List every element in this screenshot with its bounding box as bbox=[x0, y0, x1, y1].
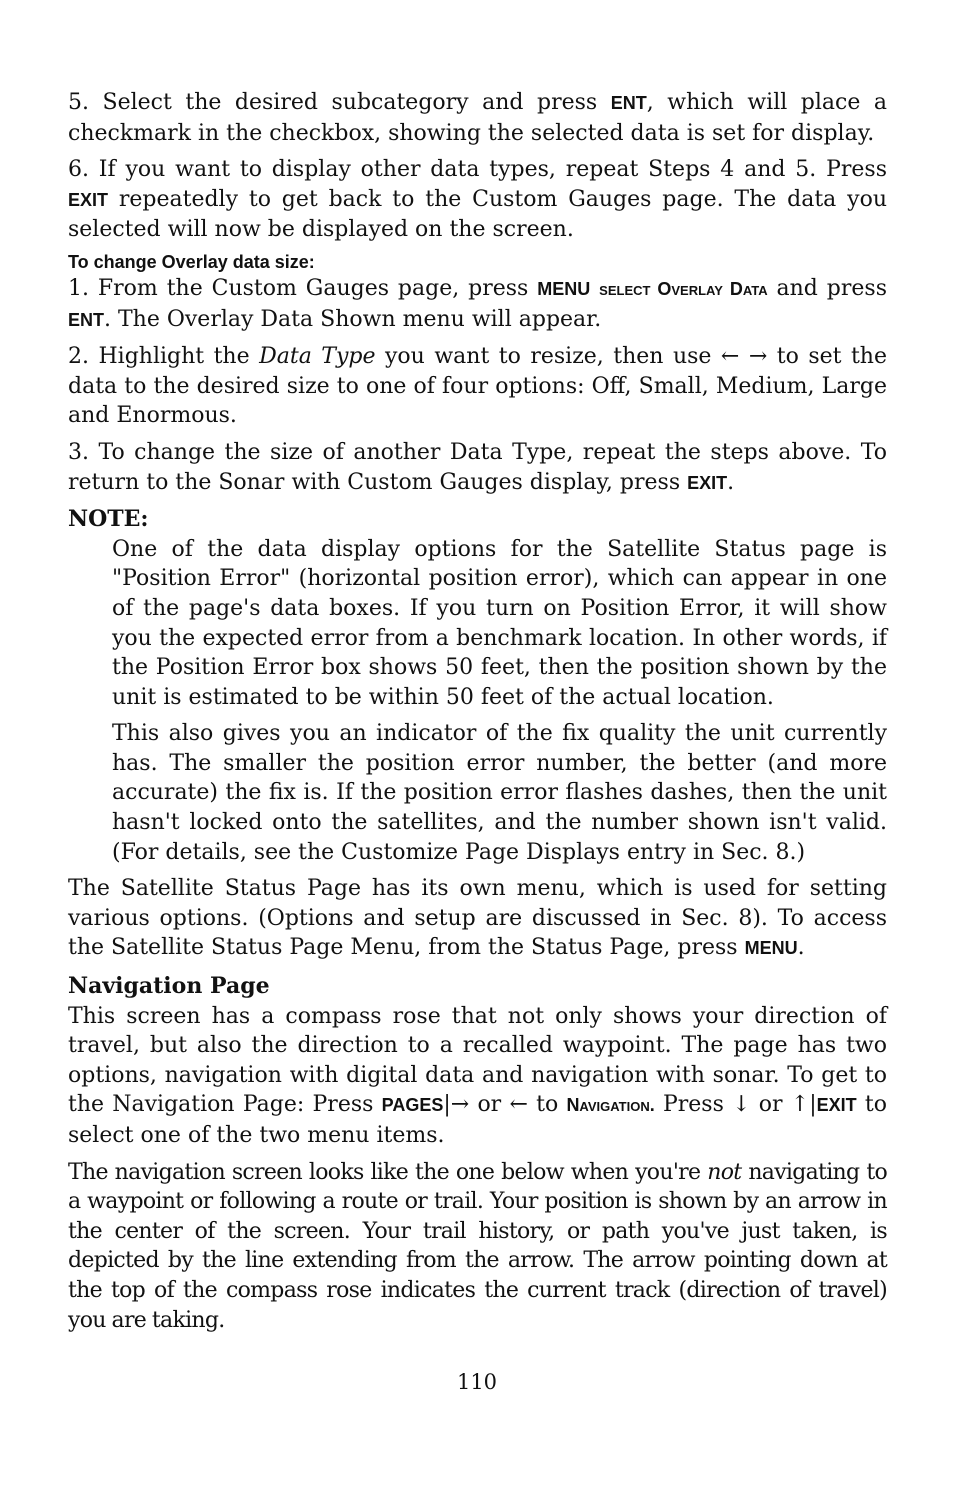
overlay-heading: To change Overlay data size: bbox=[68, 251, 315, 272]
text: repeatedly to get back to the Custom Gauges page. The data you selected will now be displayed on the screen. bbox=[68, 186, 887, 243]
text: Press ↓ or ↑| bbox=[654, 1092, 817, 1118]
navigation-paragraph-1 bbox=[68, 1002, 887, 1151]
exit-key: EXIT bbox=[687, 472, 728, 493]
navigation-key: Navigation. bbox=[566, 1095, 655, 1116]
text: 6. If you want to display other data types, repeat Steps 4 and 5. Press bbox=[68, 157, 887, 183]
exit-key: EXIT bbox=[816, 1095, 857, 1116]
pages-key: PAGES bbox=[381, 1095, 444, 1116]
note-label: NOTE: bbox=[68, 506, 149, 533]
text: The navigation screen looks like the one below when you're bbox=[68, 1159, 708, 1185]
text: . bbox=[727, 469, 735, 495]
document-body bbox=[68, 88, 887, 1335]
step-5-paragraph bbox=[68, 88, 887, 148]
note-paragraph-2: This also gives you an indicator of the fix quality the unit currently has. The smaller the position error number, the better (and more accurate) the fix is. If the position error flashes dashes, then the unit hasn't locked onto the satellites, and the number shown isn't valid. (For details, see the Customize Page Displays entry in Sec. 8.) bbox=[112, 721, 887, 865]
text: |→ or ← to bbox=[443, 1092, 567, 1118]
menu-key: MENU bbox=[537, 278, 591, 299]
text: . bbox=[797, 935, 805, 961]
overlay-step-2 bbox=[68, 342, 887, 431]
text: . The Overlay Data Shown menu will appear. bbox=[104, 306, 602, 332]
data-type-emphasis: Data Type bbox=[259, 344, 376, 370]
text: you want to resize, then use ← → to set the data to the desired size to one of four options: Off, Small, Medium, Large and Enormous. bbox=[68, 344, 887, 429]
not-emphasis: not bbox=[707, 1159, 742, 1185]
navigation-paragraph-2 bbox=[68, 1158, 887, 1336]
navigation-page-heading: Navigation Page bbox=[68, 973, 270, 1000]
text: 2. Highlight the bbox=[68, 344, 260, 370]
text: , which will place a checkmark in the checkbox, showing the selected data is set for display. bbox=[68, 90, 888, 146]
text: This screen has a compass rose that not only shows your direction of travel, but also the direction to a recalled waypoint. The page has two options, navigation with digital data and navigation with sonar. To get to the Navigation Page: Press bbox=[68, 1003, 887, 1118]
text: 1. From the Custom Gauges page, press bbox=[68, 275, 538, 301]
step-6-paragraph bbox=[68, 155, 887, 245]
text: The Satellite Status Page has its own menu, which is used for setting various options. (Options and setup are discussed in Sec. 8). To access the Satellite Status Page Menu, from the Status Page, press bbox=[68, 876, 887, 961]
text: to select one of the two menu items. bbox=[68, 1092, 887, 1148]
text: navigating to a waypoint or following a route or trail. Your position is shown by an arrow in the center of the screen. Your trail history, or path you've just taken, is depicted by the line extending from the arrow. The arrow pointing down at the top of the compass rose indicates the current track (direction of travel) you are taking. bbox=[68, 1159, 887, 1333]
text: 3. To change the size of another Data Type, repeat the steps above. To return to the Sonar with Custom Gauges display, press bbox=[68, 439, 887, 495]
status-menu-paragraph bbox=[68, 874, 887, 964]
ent-key: ENT bbox=[68, 309, 104, 330]
page-number: 110 bbox=[456, 1370, 498, 1394]
overlay-step-1 bbox=[68, 274, 887, 335]
note-paragraph-1: One of the data display options for the Satellite Status page is "Position Error" (horizontal position error), which can appear in one of the page's data boxes. If you turn on Position Error, it will show you the expected error from a benchmark location. In other words, if the Position Error box shows 50 feet, then the position shown by the unit is estimated to be within 50 feet of the actual location. bbox=[112, 536, 887, 710]
text: 5. Select the desired subcategory and press bbox=[68, 90, 611, 115]
exit-key: EXIT bbox=[68, 189, 109, 210]
menu-key: MENU bbox=[744, 938, 798, 959]
select-overlay-data-key: select Overlay Data bbox=[599, 278, 768, 299]
overlay-step-3 bbox=[68, 438, 887, 498]
text: and press bbox=[767, 275, 887, 301]
ent-key: ENT bbox=[610, 93, 647, 113]
